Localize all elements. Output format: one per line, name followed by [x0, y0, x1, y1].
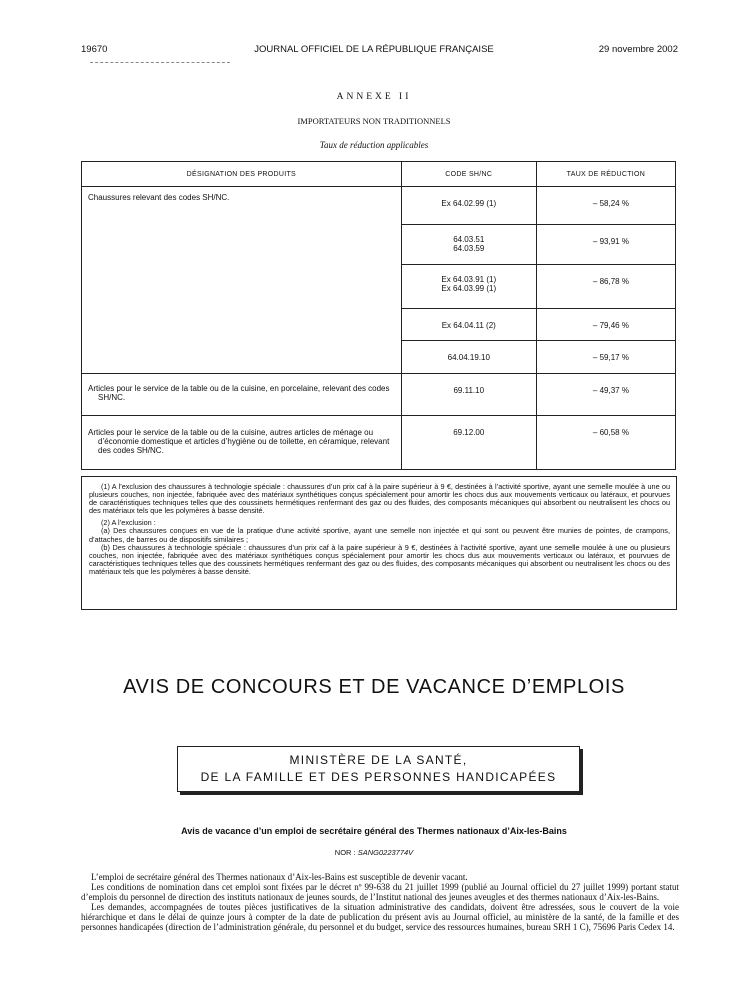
nor-value: SANG0223774V [357, 848, 414, 857]
code-value: Ex 64.04.11 (2) [441, 321, 496, 330]
vacancy-body [81, 872, 679, 932]
row3-description-cell [82, 416, 402, 470]
rate-value: – 93,91 % [592, 237, 629, 246]
row2-description-cell [82, 374, 402, 416]
rate-value: – 59,17 % [592, 353, 629, 362]
ministry-line-2: DE LA FAMILLE ET DES PERSONNES HANDICAPÉES [200, 770, 557, 784]
rate-cell [536, 187, 675, 225]
code-value: 69.11.10 [453, 386, 485, 395]
journal-title: JOURNAL OFFICIEL DE LA RÉPUBLIQUE FRANÇAISE [254, 44, 494, 55]
table-row [82, 374, 676, 416]
code-cell [401, 187, 536, 225]
section-title: AVIS DE CONCOURS ET DE VACANCE D’EMPLOIS [123, 676, 625, 698]
footnote-2a: (a) Des chaussures conçues en vue de la pratique d’une activité sportive, ayant une semelle non injectée et qui sont ou peuvent être munies de pointes, de crampons, d’attaches, de barres ou de dispositifs similaires ; [89, 526, 670, 544]
code-value: 69.12.00 [453, 428, 485, 437]
header-designation: DÉSIGNATION DES PRODUITS [82, 162, 402, 187]
code-value: Ex 64.03.91 (1) Ex 64.03.99 (1) [441, 275, 497, 293]
rate-value: – 86,78 % [592, 277, 629, 286]
code-cell [401, 265, 536, 309]
footnotes-box [81, 476, 677, 610]
rate-value: – 58,24 % [592, 199, 629, 208]
row3-description: Articles pour le service de la table ou de la cuisine, autres articles de ménage ou d’économie domestique et articles d’hygiène ou de toilette, en céramique, relevant des codes SH/NC. [88, 428, 390, 455]
publication-date: 29 novembre 2002 [598, 44, 678, 55]
header-rate: TAUX DE RÉDUCTION [536, 162, 675, 187]
footnote-1: (1) A l’exclusion des chaussures à technologie spéciale : chaussures d’un prix caf à la paire supérieur à 9 €, destinées à l’activité sportive, ayant une semelle moulée à une ou plusieurs couches, non injectée, fabriquée avec des matériaux synthétiques conçus spécialement pour amortir les chocs dus aux mouvements verticaux ou latéraux, et pourvues de caractéristiques techniques telles que des coussinets hermétiques renfermant des gaz ou des fluides, des composants mécaniques qui absorbent ou neutralisent les chocs ou des matériaux tels que les polymères à basse densité. [89, 482, 670, 516]
footnote-2-intro: (2) A l’exclusion : [101, 518, 156, 528]
code-value: Ex 64.02.99 (1) [441, 199, 497, 208]
rate-cell [536, 265, 675, 309]
code-value: 64.03.51 64.03.59 [453, 235, 485, 253]
rate-cell [536, 374, 675, 416]
rate-cell [536, 341, 675, 374]
ministry-line-1: MINISTÈRE DE LA SANTÉ, [289, 753, 468, 767]
nor-reference [0, 848, 748, 857]
row2-description: Articles pour le service de la table ou de la cuisine, en porcelaine, relevant des codes SH/NC. [88, 384, 390, 402]
code-cell [401, 374, 536, 416]
group1-description-cell [82, 187, 402, 374]
header-code: CODE SH/NC [401, 162, 536, 187]
nor-label: NOR : [334, 848, 356, 857]
vacancy-title: Avis de vacance d’un emploi de secrétaire général des Thermes nationaux d’Aix-les-Bains [181, 826, 567, 836]
rate-value: – 79,46 % [592, 321, 629, 330]
paragraph-3: Les demandes, accompagnées de toutes pièces justificatives de la situation administrative des candidats, doivent être adressées, sous le couvert de la voie hiérarchique et dans le délai de quinze jours à compter de la date de publication du présent avis au Journal officiel, au ministère de la santé, de la famille et des personnes handicapées (direction de l’administration générale, du personnel et du budget, service des ressources humaines, bureau SRH 1 C), 75696 Paris Cedex 14. [81, 902, 679, 932]
reduction-rates-table [81, 161, 676, 470]
code-cell [401, 225, 536, 265]
annexe-subtitle: IMPORTATEURS NON TRADITIONNELS [297, 116, 451, 126]
table-caption: Taux de réduction applicables [319, 140, 429, 150]
annexe-title: ANNEXE II [336, 92, 412, 102]
rate-value: – 49,37 % [592, 386, 629, 395]
table-row [82, 187, 676, 225]
rate-cell [536, 309, 675, 341]
table-row [82, 416, 676, 470]
code-value: 64.04.19.10 [447, 353, 490, 362]
page-number: 19670 [81, 44, 108, 55]
ministry-box [177, 746, 580, 792]
table-header-row [82, 162, 676, 187]
paragraph-1: L’emploi de secrétaire général des Thermes nationaux d’Aix-les-Bains est susceptible de devenir vacant. [91, 872, 468, 882]
rate-cell [536, 225, 675, 265]
footnote-2b: (b) Des chaussures à technologie spéciale : chaussures d’un prix caf à la paire supérieur à 9 €, destinées à l’activité sportive, ayant une semelle moulée à une ou plusieurs couches, non injectée, fabriquée avec des matériaux synthétiques conçus spécialement pour amortir les chocs dus aux mouvements verticaux ou latéraux, et pourvues de caractéristiques techniques telles que des coussinets hermétiques renfermant des gaz ou des fluides, des composants mécaniques qui absorbent ou neutralisent les chocs ou des matériaux tels que les polymères à basse densité. [89, 542, 670, 576]
code-cell [401, 309, 536, 341]
code-cell [401, 341, 536, 374]
group1-description: Chaussures relevant des codes SH/NC. [88, 193, 230, 202]
paragraph-2: Les conditions de nomination dans cet emploi sont fixées par le décret nº 99-638 du 21 juillet 1999 (publié au Journal officiel du 27 juillet 1999) portant statut d’emplois du personnel de direction des instituts nationaux de jeunes sourds, de l’Institut national des jeunes aveugles et des thermes nationaux d’Aix-les-Bains. [81, 882, 679, 902]
rate-cell [536, 416, 675, 470]
rate-value: – 60,58 % [592, 428, 629, 437]
header-rule [90, 62, 230, 63]
code-cell [401, 416, 536, 470]
